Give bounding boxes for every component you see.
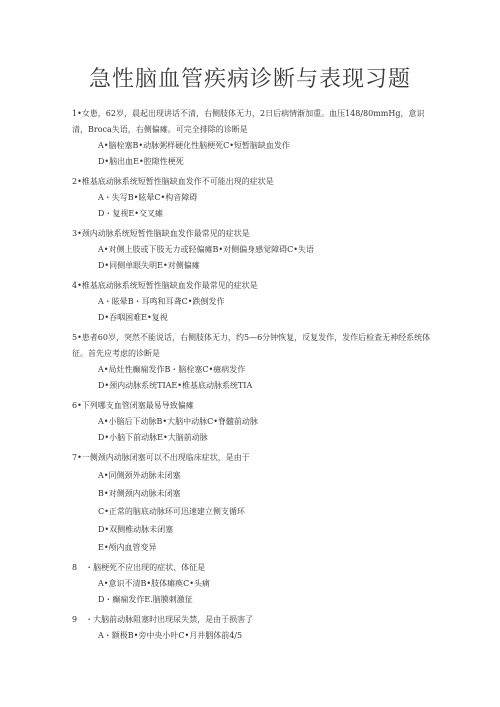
question-item <box>0 330 500 394</box>
question-item <box>0 174 500 222</box>
answer-options-line: E•颅内血管变异 <box>98 543 157 552</box>
answer-options-line: A・额极B•旁中央小叶C•月井胭体前4/5 <box>98 631 243 640</box>
question-item <box>0 226 500 274</box>
answer-options-line: D•颈内动脉系统TIAE•椎基底动脉系统TIA <box>98 381 253 390</box>
question-list <box>0 106 500 648</box>
answer-options-line: C•正常的脑底动脉环可迅速建立侧支循环 <box>98 507 245 516</box>
question-stem: 3•颈内动脉系统短暂性脑缺血发作最常见的症状是 <box>72 229 250 238</box>
answer-options-line: D•双侧椎动脉未闭塞 <box>98 525 174 534</box>
question-item <box>0 398 500 446</box>
answer-options-line: D•同侧单眼失明E•对侧偏瘫 <box>98 261 200 270</box>
document-title: 急性脑血管疾病诊断与表现习题 <box>88 67 411 92</box>
question-stem: 2•椎基底动脉系统短暂性脑缺血发作不可能出现的症状是 <box>72 177 274 186</box>
question-stem: 4•椎基底动脉系统短暂性脑缺血发作最常见的症状是 <box>72 281 258 290</box>
question-stem: 8 ・脑梗死不应出现的症状、体征是 <box>72 563 206 572</box>
question-stem: 7•一侧颈内动脉闭塞可以不出现临床症状，是由于 <box>72 453 250 462</box>
answer-options-line: D•脑出血E•腔隙性梗死 <box>98 157 184 166</box>
answer-options-line: A・眩晕B・耳鸣和耳聋C•跌倒发作 <box>98 297 225 306</box>
question-stem: 6•下列哪支血管闭塞最易导致偏瘫 <box>72 401 194 410</box>
question-stem: 1•女患，62岁，晨起出现讲话不清，右侧肢体无力，2日后病情渐加重。血压148/80mmHg，意识清，Broca失语，右侧偏瘫。可完全排除的诊断是 <box>72 109 425 134</box>
answer-options-line: A・失写B•眩晕C•构音障碍 <box>98 193 198 202</box>
answer-options-line: A•小脑后下动脉B•大脑中动脉C•脊髓前动脉 <box>98 417 258 426</box>
answer-options-line: A•意识不清B•肢体瘫痪C•头痛 <box>98 579 210 588</box>
answer-options-line: D•吞咽困难E•复视 <box>98 313 168 322</box>
question-stem: 5•患者60岁，突然不能说话，右侧肢体无力，约5—6分钟恢复，反复发作，发作后检查无神经系统体征。首先应考虑的诊断是 <box>72 333 431 358</box>
question-stem: 9 ・大脑前动脉阻塞时出现尿失禁，是由于损害了 <box>72 615 254 624</box>
question-item <box>0 450 500 556</box>
answer-options-line: D・复视E•交叉瘫 <box>98 209 163 218</box>
question-item <box>0 560 500 608</box>
answer-options-line: D•小脑下前动脉E•大脑前动脉 <box>98 433 208 442</box>
question-item <box>0 278 500 326</box>
answer-options-line: A•同侧颈外动脉未闭塞 <box>98 471 181 480</box>
answer-options-line: A•脑栓塞B•动脉粥样硬化性脑梗死C•短暂脑缺血发作 <box>98 141 290 150</box>
answer-options-line: D・癫痫发作E.脑膜刺激征 <box>98 595 193 604</box>
question-item <box>0 612 500 644</box>
answer-options-line: A•对侧上肢或下肢无力或轻偏瘫B•对侧偏身感觉障碍C•失语 <box>98 245 314 254</box>
question-item <box>0 106 500 170</box>
answer-options-line: B•对侧颈内动脉未闭塞 <box>98 489 181 498</box>
answer-options-line: A•局灶性癫痫发作B・脑栓塞C•癔病发作 <box>98 365 246 374</box>
